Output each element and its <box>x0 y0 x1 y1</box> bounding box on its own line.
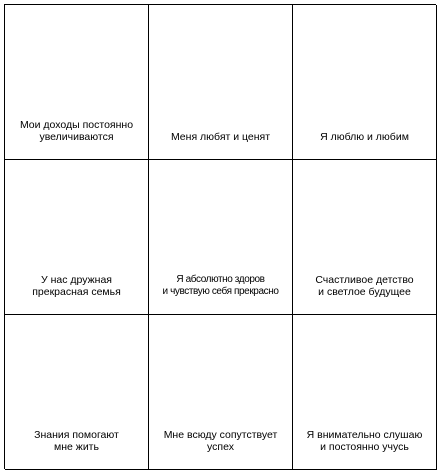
affirmation-text: Знания помогают мне жить <box>34 429 119 453</box>
affirmation-card <box>293 315 437 470</box>
affirmation-card <box>5 160 149 315</box>
affirmation-card <box>293 160 437 315</box>
affirmation-text: У нас дружная прекрасная семья <box>32 274 121 298</box>
affirmation-text: Я внимательно слушаю и постоянно учусь <box>306 429 423 453</box>
affirmation-card <box>149 160 293 315</box>
affirmation-card <box>149 315 293 470</box>
affirmation-text: Меня любят и ценят <box>170 131 271 143</box>
affirmation-card <box>149 5 293 160</box>
affirmation-text: Мне всюду сопутствует успех <box>163 429 278 453</box>
affirmation-card <box>5 315 149 470</box>
affirmation-text: Я люблю и любим <box>320 131 409 143</box>
affirmation-card <box>293 5 437 160</box>
affirmation-text: Счастливое детство и светлое будущее <box>315 274 414 298</box>
affirmation-text: Мои доходы постоянно увеличиваются <box>19 119 134 143</box>
affirmation-text: Я абсолютно здоров и чувствую себя прекрасно <box>162 274 279 297</box>
affirmation-card-grid <box>4 4 436 469</box>
affirmation-card <box>5 5 149 160</box>
